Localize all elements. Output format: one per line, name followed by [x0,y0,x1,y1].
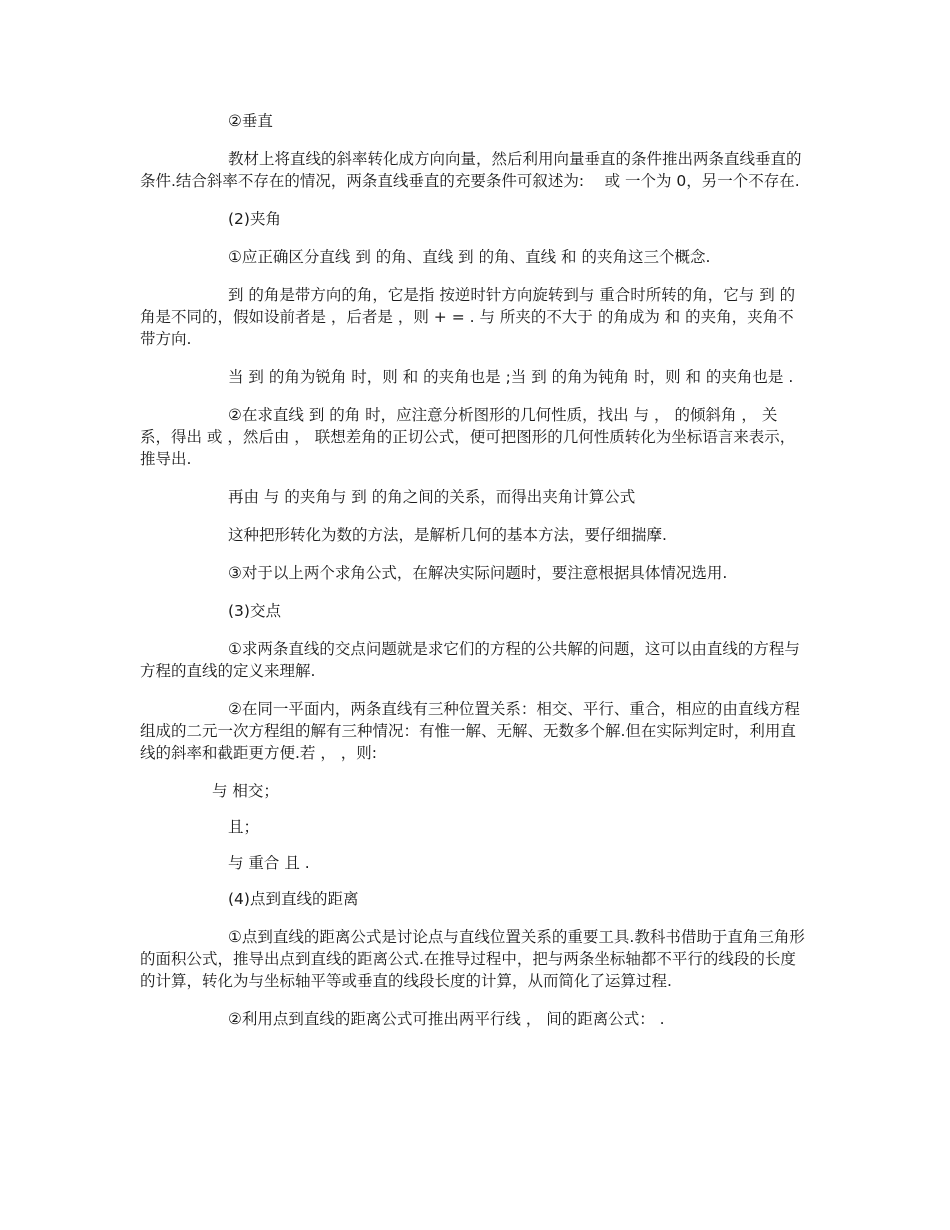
document-body [140,110,808,1046]
subheading-perpendicular: ②垂直 [228,112,273,130]
subheading-intersection: (3)交点 [228,602,281,620]
condition-parallel: 且； [228,818,260,836]
paragraph-angle-concepts: ①应正确区分直线 到 的角、直线 到 的角、直线 和 的夹角这三个概念. [228,248,711,266]
paragraph-angle-derivation: ②在求直线 到 的角 时，应注意分析图形的几何性质，找出 与 ， 的倾斜角 ， 关系，得出 或 ，然后由 ， 联想差角的正切公式，便可把图形的几何性质转化为坐标语言来表示，推导出. [140,406,796,468]
paragraph-acute-obtuse: 当 到 的角为锐角 时，则 和 的夹角也是 ;当 到 的角为钝角 时，则 和 的夹角也是 . [228,368,794,386]
paragraph-perpendicular-condition: 教材上将直线的斜率转化成方向向量，然后利用向量垂直的条件推出两条直线垂直的条件.结合斜率不存在的情况，两条直线垂直的充要条件可叙述为: 或 一个为 0，另一个不存在. [140,150,802,190]
paragraph-directed-angle: 到 的角是带方向的角，它是指 按逆时针方向旋转到与 重合时所转的角，它与 到 的角是不同的，假如设前者是 ，后者是 ，则 + = . 与 所夹的不大于 的角成为 和 的夹角，夹角不带方向. [140,286,796,348]
subheading-angle: (2)夹角 [228,210,281,228]
paragraph-position-relations: ②在同一平面内，两条直线有三种位置关系：相交、平行、重合，相应的由直线方程组成的二元一次方程组的解有三种情况：有惟一解、无解、无数多个解.但在实际判定时，利用直线的斜率和截距更方便.若 ， ，则: [140,700,800,762]
condition-intersect: 与 相交； [212,782,279,800]
paragraph-formula-choice: ③对于以上两个求角公式，在解决实际问题时，要注意根据具体情况选用. [228,564,728,582]
paragraph-parallel-distance: ②利用点到直线的距离公式可推出两平行线 ， 间的距离公式： . [228,1010,665,1028]
paragraph-method-note: 这种把形转化为数的方法，是解析几何的基本方法，要仔细揣摩. [228,526,667,544]
paragraph-distance-formula: ①点到直线的距离公式是讨论点与直线位置关系的重要工具.教科书借助于直角三角形的面积公式，推导出点到直线的距离公式.在推导过程中，把与两条坐标轴都不平行的线段的长度的计算，转化为与坐标轴平等或垂直的线段长度的计算，从而简化了运算过程. [140,928,805,990]
condition-coincide: 与 重合 且 . [228,854,310,872]
paragraph-intersection-system: ①求两条直线的交点问题就是求它们的方程的公共解的问题，这可以由直线的方程与方程的直线的定义来理解. [140,640,800,680]
paragraph-angle-formula: 再由 与 的夹角与 到 的角之间的关系，而得出夹角计算公式 [228,488,636,506]
subheading-point-line-distance: (4)点到直线的距离 [228,890,359,908]
